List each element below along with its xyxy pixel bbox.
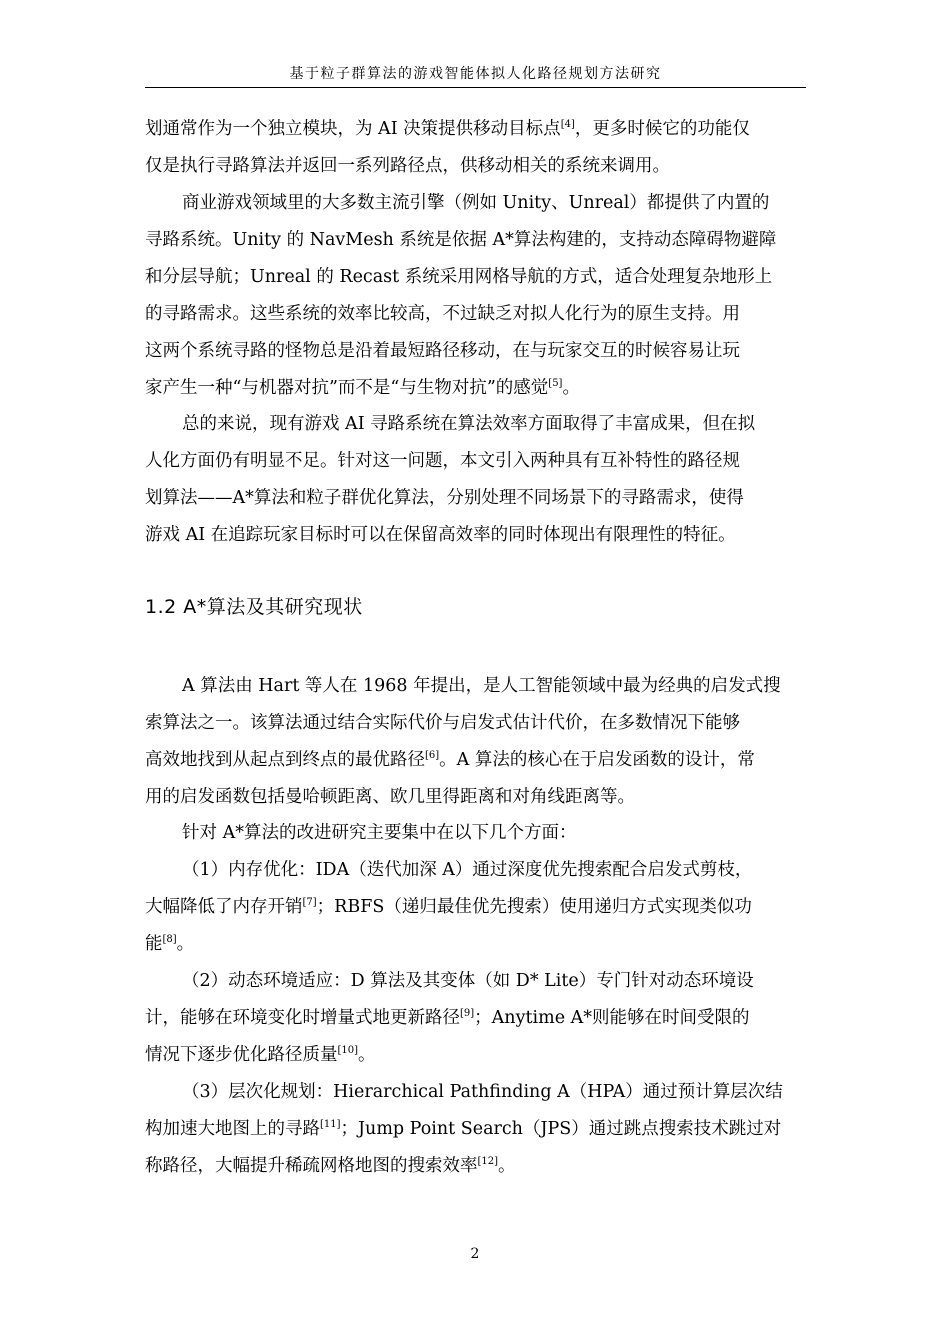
section-heading: 1.2 A*算法及其研究现状 — [145, 596, 363, 618]
text-line — [145, 1037, 806, 1074]
text-run: 划通常作为一个独立模块，为 AI 决策提供移动目标点 — [145, 119, 561, 139]
text-run: ；RBFS（递归最佳优先搜索）使用递归方式实现类似功 — [316, 896, 752, 917]
citation-ref: [5] — [548, 377, 563, 389]
text-run: ；Anytime A*则能够在时间受限的 — [474, 1007, 750, 1028]
page-number: 2 — [470, 1246, 480, 1262]
paragraph-improvements-intro — [145, 815, 806, 852]
citation-ref: [6] — [425, 749, 440, 761]
paragraph-memory-optimization — [145, 852, 806, 963]
text-line: 游戏 AI 在追踪玩家目标时可以在保留高效率的同时体现出有限理性的特征。 — [145, 524, 736, 545]
text-line: 商业游戏领域里的大多数主流引擎（例如 Unity、Unreal）都提供了内置的 — [182, 193, 770, 213]
text-line — [145, 1111, 806, 1148]
running-header: 基于粒子群算法的游戏智能体拟人化路径规划方法研究 — [289, 66, 662, 82]
text-run: 计，能够在环境变化时增量式地更新路径 — [145, 1007, 460, 1028]
paragraph-astar-intro — [145, 668, 806, 816]
text-line: 人化方面仍有明显不足。针对这一问题，本文引入两种具有互补特性的路径规 — [145, 450, 740, 471]
text-run: 家产生一种“与机器对抗”而不是“与生物对抗”的感觉 — [145, 377, 549, 398]
text-line: 划算法——A*算法和粒子群优化算法，分别处理不同场景下的寻路需求，使得 — [145, 487, 744, 508]
text-run: 构加速大地图上的寻路 — [145, 1118, 320, 1139]
text-run: ；Jump Point Search（JPS）通过跳点搜索技术跳过对 — [340, 1118, 782, 1139]
paragraph-commercial-engines — [145, 185, 806, 406]
text-line: （2）动态环境适应：D 算法及其变体（如 D* Lite）专门针对动态环境设 — [182, 971, 754, 991]
citation-ref: [4] — [560, 119, 575, 130]
text-run: 能 — [145, 933, 163, 954]
text-run: 。 — [498, 1155, 516, 1176]
text-line: （3）层次化规划：Hierarchical Pathfinding A（HPA）通过预计算层次结 — [182, 1082, 783, 1102]
text-line: 总的来说，现有游戏 AI 寻路系统在算法效率方面取得了丰富成果，但在拟 — [182, 414, 756, 434]
text-line — [145, 889, 806, 926]
text-run: 高效地找到从起点到终点的最优路径 — [145, 749, 425, 770]
text-line: 和分层导航；Unreal 的 Recast 系统采用网格导航的方式，适合处理复杂地形上 — [145, 266, 773, 287]
text-run: 。 — [358, 1044, 376, 1065]
text-line: 的寻路需求。这些系统的效率比较高，不过缺乏对拟人化行为的原生支持。用 — [145, 303, 740, 324]
text-line — [145, 370, 806, 407]
text-line: 寻路系统。Unity 的 NavMesh 系统是依据 A*算法构建的，支持动态障碍物避障 — [145, 229, 777, 250]
text-run: 情况下逐步优化路径质量 — [145, 1044, 338, 1065]
text-run: 。 — [176, 933, 195, 954]
text-line — [145, 926, 806, 963]
citation-ref: [7] — [302, 896, 317, 908]
text-line: A 算法由 Hart 等人在 1968 年提出，是人工智能领域中最为经典的启发式搜 — [182, 676, 781, 696]
text-run: 。 — [562, 377, 580, 398]
text-run: 大幅降低了内存开销 — [145, 896, 303, 917]
citation-ref: [9] — [460, 1007, 475, 1019]
paragraph-dynamic-environment — [145, 963, 806, 1074]
text-run: 。A 算法的核心在于启发函数的设计，常 — [439, 749, 755, 770]
text-line: 仅是执行寻路算法并返回一系列路径点，供移动相关的系统来调用。 — [145, 155, 670, 176]
citation-ref: [12] — [477, 1155, 499, 1167]
paragraph-summary — [145, 406, 806, 554]
paragraph-module-role — [145, 111, 806, 185]
text-line — [145, 742, 806, 779]
text-line: 这两个系统寻路的怪物总是沿着最短路径移动，在与玩家交互的时候容易让玩 — [145, 340, 740, 361]
text-line: 用的启发函数包括曼哈顿距离、欧几里得距离和对角线距离等。 — [145, 786, 635, 807]
text-run: ，更多时候它的功能仅 — [574, 119, 750, 139]
text-run: 称路径，大幅提升稀疏网格地图的搜索效率 — [145, 1155, 478, 1176]
citation-ref: [8] — [162, 933, 177, 945]
text-line — [145, 1148, 806, 1185]
text-line: 针对 A*算法的改进研究主要集中在以下几个方面： — [182, 823, 577, 843]
text-line: （1）内存优化：IDA（迭代加深 A）通过深度优先搜索配合启发式剪枝， — [182, 860, 753, 880]
paragraph-hierarchical-planning — [145, 1074, 806, 1185]
text-line — [145, 1000, 806, 1037]
text-line — [145, 111, 806, 148]
header-rule — [145, 87, 806, 88]
citation-ref: [10] — [337, 1044, 359, 1056]
text-line: 索算法之一。该算法通过结合实际代价与启发式估计代价，在多数情况下能够 — [145, 712, 740, 733]
citation-ref: [11] — [320, 1118, 341, 1130]
